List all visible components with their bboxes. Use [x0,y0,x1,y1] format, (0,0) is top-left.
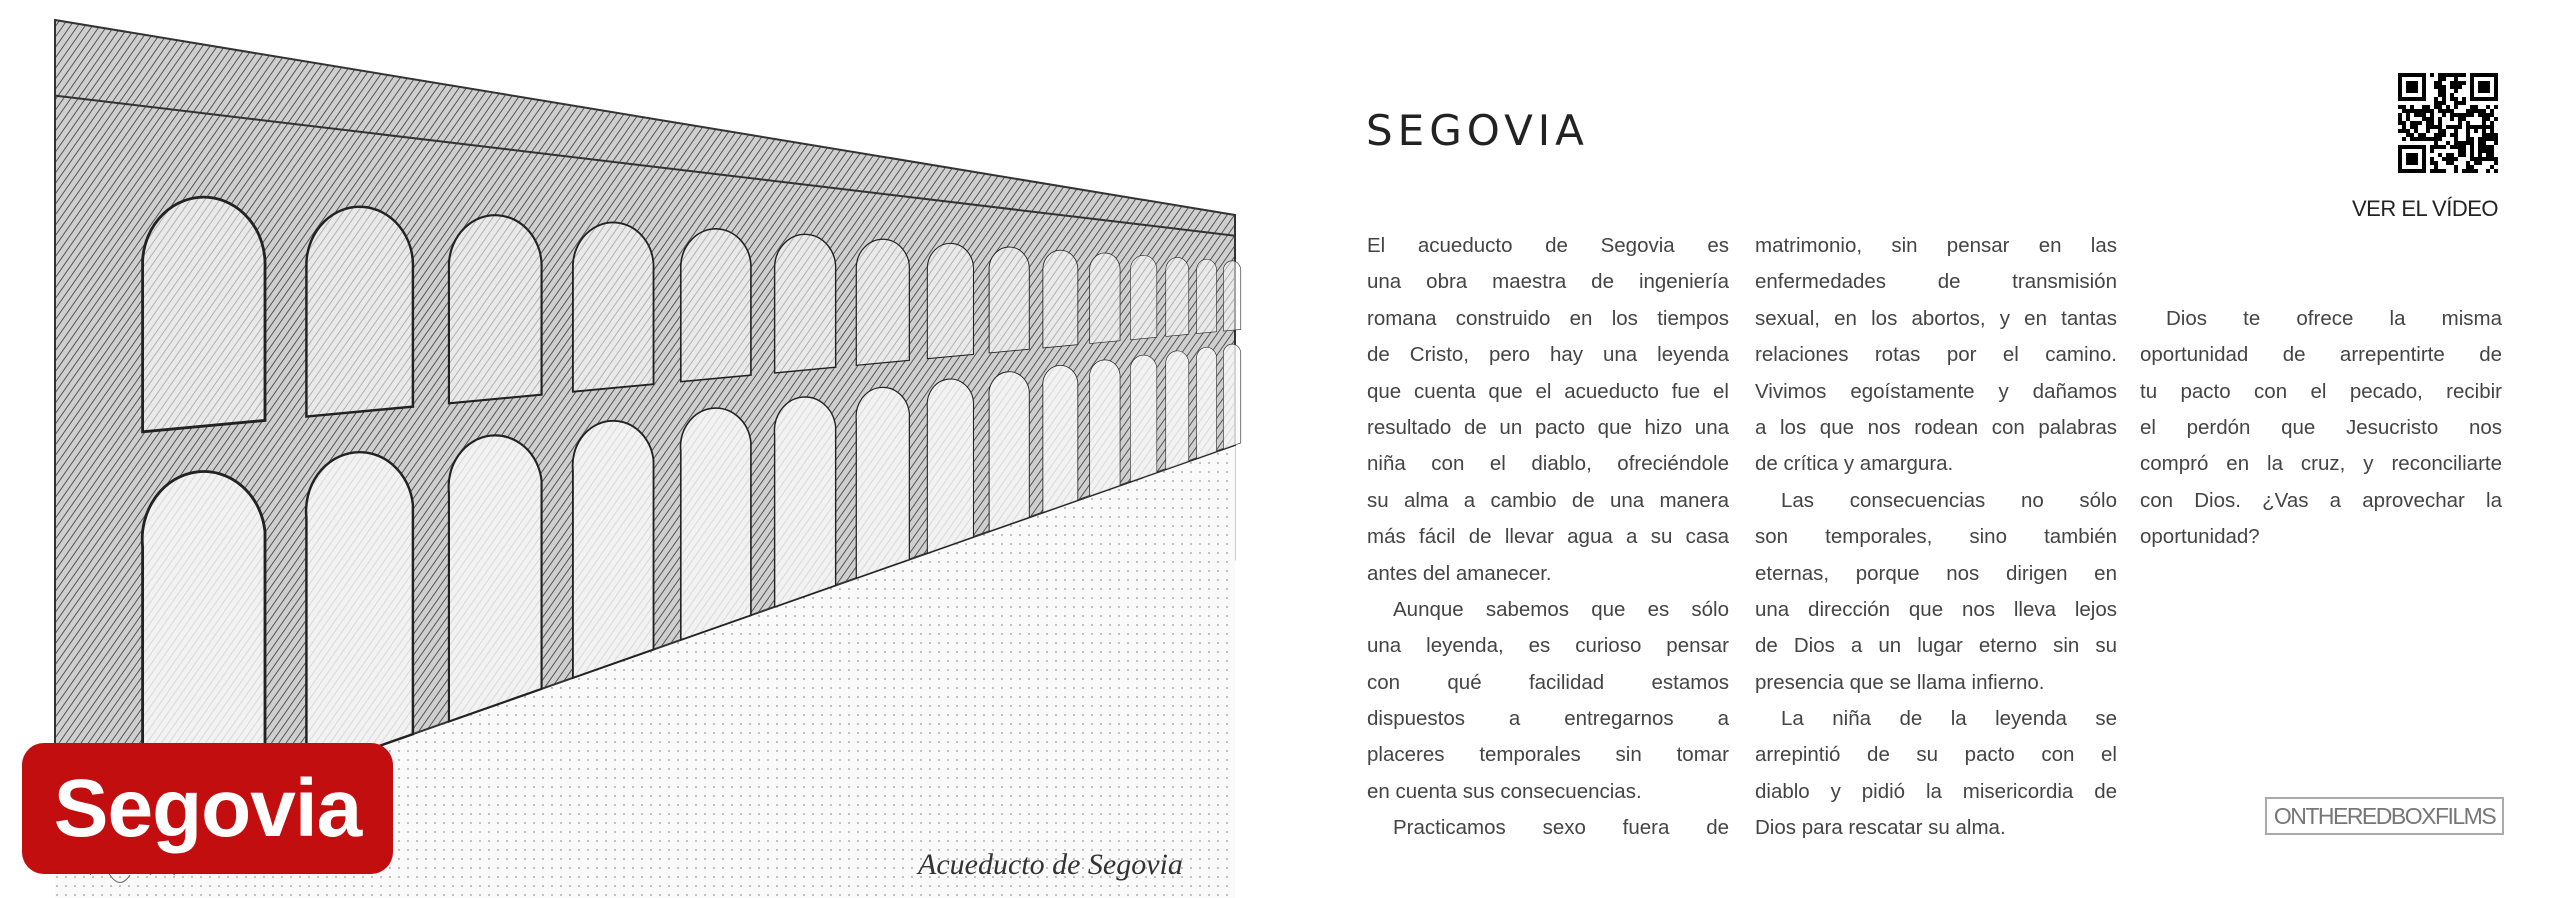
text-line: enfermedades de transmisión [1755,270,2117,294]
arch-opening [681,408,751,640]
text-line: relaciones rotas por el camino. [1755,343,2117,367]
text-line: Las consecuencias no sólo [1781,488,2117,512]
text-line: Dios te ofrece la misma [2166,306,2502,330]
text-line: placeres temporales sin tomar [1367,743,1729,767]
watch-video-link[interactable]: VER EL VÍDEO [2351,196,2498,221]
text-line: de Dios a un lugar eterno sin su [1755,634,2117,658]
arch-opening [774,397,835,607]
text-line: matrimonio, sin pensar en las [1755,234,2117,257]
arch-opening [1043,250,1078,348]
arch-opening [449,215,542,403]
text-line: Dios para rescatar su alma. [1755,816,2006,840]
arch-opening [1090,360,1121,496]
text-line: La niña de la leyenda se [1781,707,2117,731]
text-line: una leyenda, es curioso pensar [1367,634,1729,658]
arch-opening [1196,347,1216,458]
text-line: Vivimos egoístamente y dañamos [1755,379,2117,403]
arch-opening [1130,355,1157,482]
arch-opening [573,222,654,391]
arch-opening [1223,344,1240,449]
text-line: con Dios. ¿Vas a aprovechar la [2140,488,2502,512]
text-line: en cuenta sus consecuencias. [1367,779,1642,803]
text-line: Practicamos sexo fuera de [1393,816,1729,840]
arch-opening [1130,255,1156,339]
text-line: diablo y pidió la misericordia de [1755,779,2117,803]
text-line: antes del amanecer. [1367,561,1552,585]
arch-opening [856,239,909,365]
arch-opening [306,452,413,771]
text-line: el perdón que Jesucristo nos [2140,415,2502,439]
arch-opening [989,372,1029,532]
publisher-logo: ONTHEREDBOXFILMS [2265,797,2504,835]
text-line: que cuenta que el acueducto fue el [1367,379,1729,403]
arch-opening [1090,253,1120,344]
text-line: presencia que se llama infierno. [1755,670,2045,694]
arch-opening [989,247,1029,353]
article-column-3 [2140,301,2502,556]
text-line: sexual, en los abortos, y en tantas [1755,306,2117,330]
text-line: eternas, porque nos dirigen en [1755,561,2117,585]
text-line: oportunidad de arrepentirte de [2140,343,2502,367]
arch-opening [573,421,654,678]
text-line: de Cristo, pero hay una leyenda [1367,343,1729,367]
text-line: romana construido en los tiempos [1367,306,1729,330]
text-line: compró en la cruz, y reconciliarte [2140,452,2502,476]
arch-opening [143,197,265,432]
text-line: más fácil de llevar agua a su casa [1367,525,1729,549]
arch-opening [306,207,413,417]
text-line: a los que nos rodean con palabras [1755,415,2117,439]
arch-opening [856,387,909,578]
article-column-1 [1367,228,1729,847]
arch-opening [1166,351,1189,469]
text-line: Aunque sabemos que es sólo [1393,597,1729,621]
arch-opening [1197,259,1217,333]
text-line: una obra maestra de ingeniería [1367,270,1729,294]
text-line: de crítica y amargura. [1755,452,1954,476]
arch-opening [1223,261,1240,331]
location-badge: Segovia [22,743,393,874]
arch-opening [681,229,751,382]
arch-opening [1043,365,1078,512]
arch-opening [927,243,973,358]
text-line: resultado de un pacto que hizo una [1367,415,1729,439]
text-line: niña con el diablo, ofreciéndole [1367,452,1729,476]
text-line: son temporales, sino también [1755,525,2117,549]
illustration-caption: Acueducto de Segovia [918,848,1183,881]
text-line: El acueducto de Segovia es [1367,234,1729,257]
page-title: SEGOVIA [1366,106,1589,155]
article-column-2 [1755,228,2117,847]
text-line: arrepintió de su pacto con el [1755,743,2117,767]
text-line: con qué facilidad estamos [1367,670,1729,694]
text-line: dispuestos a entregarnos a [1367,707,1729,731]
text-line: oportunidad? [2140,525,2260,549]
text-line: su alma a cambio de una manera [1367,488,1729,512]
text-line: una dirección que nos lleva lejos [1755,597,2117,621]
arch-opening [1166,257,1189,336]
arch-opening [775,234,836,373]
text-line: tu pacto con el pecado, recibir [2140,379,2502,403]
arch-opening [927,379,973,553]
qr-code-icon[interactable] [2398,73,2498,173]
arch-opening [449,435,542,721]
